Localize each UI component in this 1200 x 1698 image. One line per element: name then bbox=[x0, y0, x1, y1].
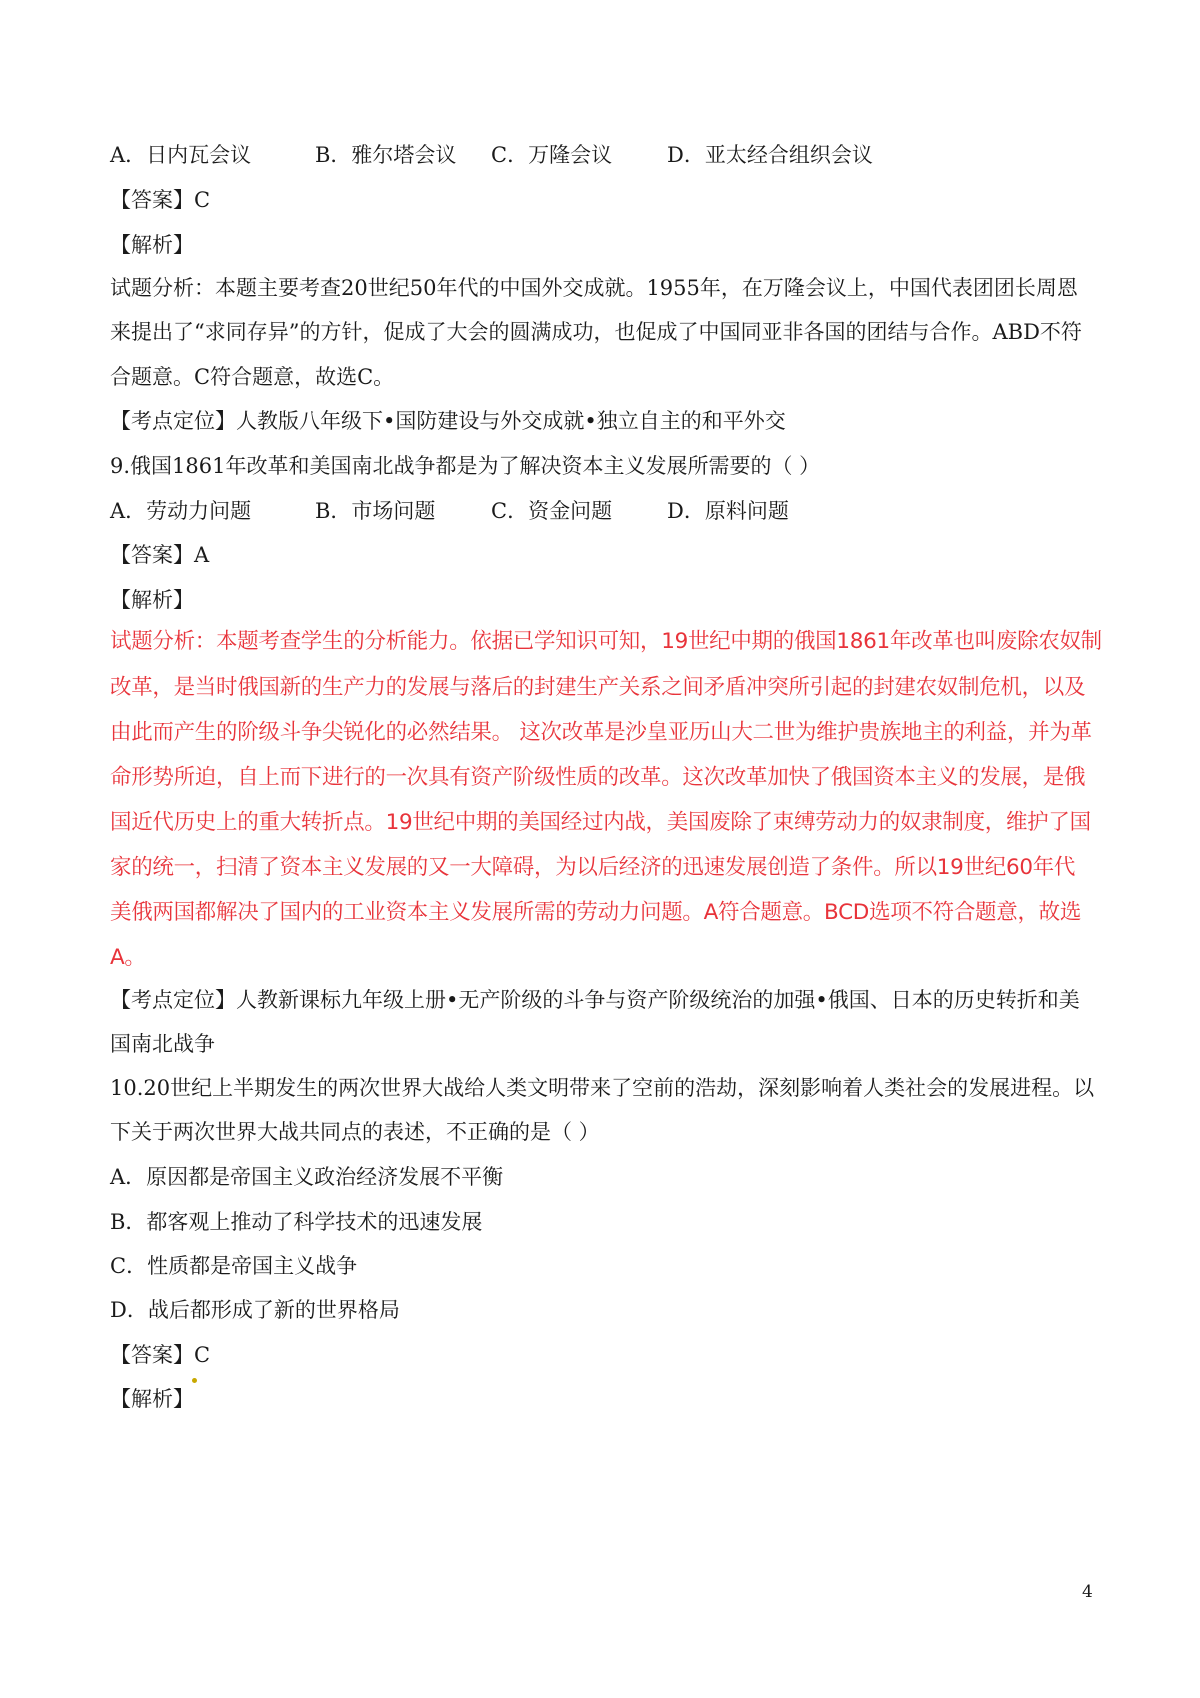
q9-options bbox=[110, 496, 1110, 526]
q8-kaodian: 【考点定位】人教版八年级下•国防建设与外交成就•独立自主的和平外交 bbox=[110, 409, 786, 433]
q9-option-a: A．劳动力问题 bbox=[110, 499, 252, 523]
q8-analysis-line: 试题分析：本题主要考查20世纪50年代的中国外交成就。1955年，在万隆会议上，中国代表团团长周恩 bbox=[110, 276, 1078, 300]
q9-analysis-header: 【解析】 bbox=[110, 588, 194, 612]
q9-analysis-line: 美俄两国都解决了国内的工业资本主义发展所需的劳动力问题。A符合题意。BCD选项不符合题意，故选 bbox=[110, 900, 1082, 925]
q9-analysis-line: 命形势所迫，自上而下进行的一次具有资产阶级性质的改革。这次改革加快了俄国资本主义的发展，是俄 bbox=[110, 765, 1086, 790]
q8-analysis-line: 合题意。C符合题意，故选C。 bbox=[110, 365, 395, 389]
q8-option-a: A．日内瓦会议 bbox=[110, 143, 252, 167]
q9-analysis-line: 家的统一，扫清了资本主义发展的又一大障碍，为以后经济的迅速发展创造了条件。所以19世纪60年代 bbox=[110, 855, 1076, 880]
q10-option-b: B．都客观上推动了科学技术的迅速发展 bbox=[110, 1210, 483, 1234]
q10-answer-value: C bbox=[194, 1343, 211, 1367]
q10-answer-label: 【答案】 bbox=[110, 1343, 194, 1367]
q8-analysis-line: 来提出了“求同存异”的方针，促成了大会的圆满成功，也促成了中国同亚非各国的团结与合作。ABD不符 bbox=[110, 320, 1082, 344]
q9-stem: 9.俄国1861年改革和美国南北战争都是为了解决资本主义发展所需要的（ ） bbox=[110, 454, 821, 478]
q9-option-b: B．市场问题 bbox=[315, 499, 436, 523]
q9-analysis-line: 改革，是当时俄国新的生产力的发展与落后的封建生产关系之间矛盾冲突所引起的封建农奴制危机，以及 bbox=[110, 675, 1086, 700]
q9-kaodian-line: 国南北战争 bbox=[110, 1032, 215, 1056]
q10-analysis-header: 【解析】 bbox=[110, 1387, 194, 1411]
q8-options bbox=[110, 140, 1110, 170]
q9-analysis-line: A。 bbox=[110, 945, 146, 970]
q10-stem-line: 下关于两次世界大战共同点的表述，不正确的是（ ） bbox=[110, 1120, 600, 1144]
q9-analysis-line: 试题分析：本题考查学生的分析能力。依据已学知识可知，19世纪中期的俄国1861年改革也叫废除农奴制 bbox=[110, 629, 1102, 654]
q9-analysis-line: 国近代历史上的重大转折点。19世纪中期的美国经过内战，美国废除了束缚劳动力的奴隶制度，维护了国 bbox=[110, 810, 1091, 835]
q8-option-d: D．亚太经合组织会议 bbox=[667, 143, 873, 167]
q9-kaodian-line: 【考点定位】人教新课标九年级上册•无产阶级的斗争与资产阶级统治的加强•俄国、日本的历史转折和美 bbox=[110, 988, 1080, 1012]
q9-option-c: C．资金问题 bbox=[491, 499, 613, 523]
q10-answer bbox=[110, 1340, 1110, 1370]
q8-option-c: C．万隆会议 bbox=[491, 143, 613, 167]
q10-stem-line: 10.20世纪上半期发生的两次世界大战给人类文明带来了空前的浩劫，深刻影响着人类社会的发展进程。以 bbox=[110, 1076, 1095, 1100]
q9-option-d: D．原料问题 bbox=[667, 499, 789, 523]
page-number: 4 bbox=[1082, 1582, 1093, 1602]
q8-option-b: B．雅尔塔会议 bbox=[315, 143, 457, 167]
q9-answer: 【答案】A bbox=[110, 543, 210, 567]
q9-analysis-line: 由此而产生的阶级斗争尖锐化的必然结果。 这次改革是沙皇亚历山大二世为维护贵族地主的利益，并为革 bbox=[110, 720, 1092, 745]
q10-option-d: D．战后都形成了新的世界格局 bbox=[110, 1298, 400, 1322]
q10-option-a: A．原因都是帝国主义政治经济发展不平衡 bbox=[110, 1165, 504, 1189]
q8-answer: 【答案】C bbox=[110, 188, 211, 212]
q8-analysis-header: 【解析】 bbox=[110, 233, 194, 257]
q10-option-c: C．性质都是帝国主义战争 bbox=[110, 1254, 358, 1278]
